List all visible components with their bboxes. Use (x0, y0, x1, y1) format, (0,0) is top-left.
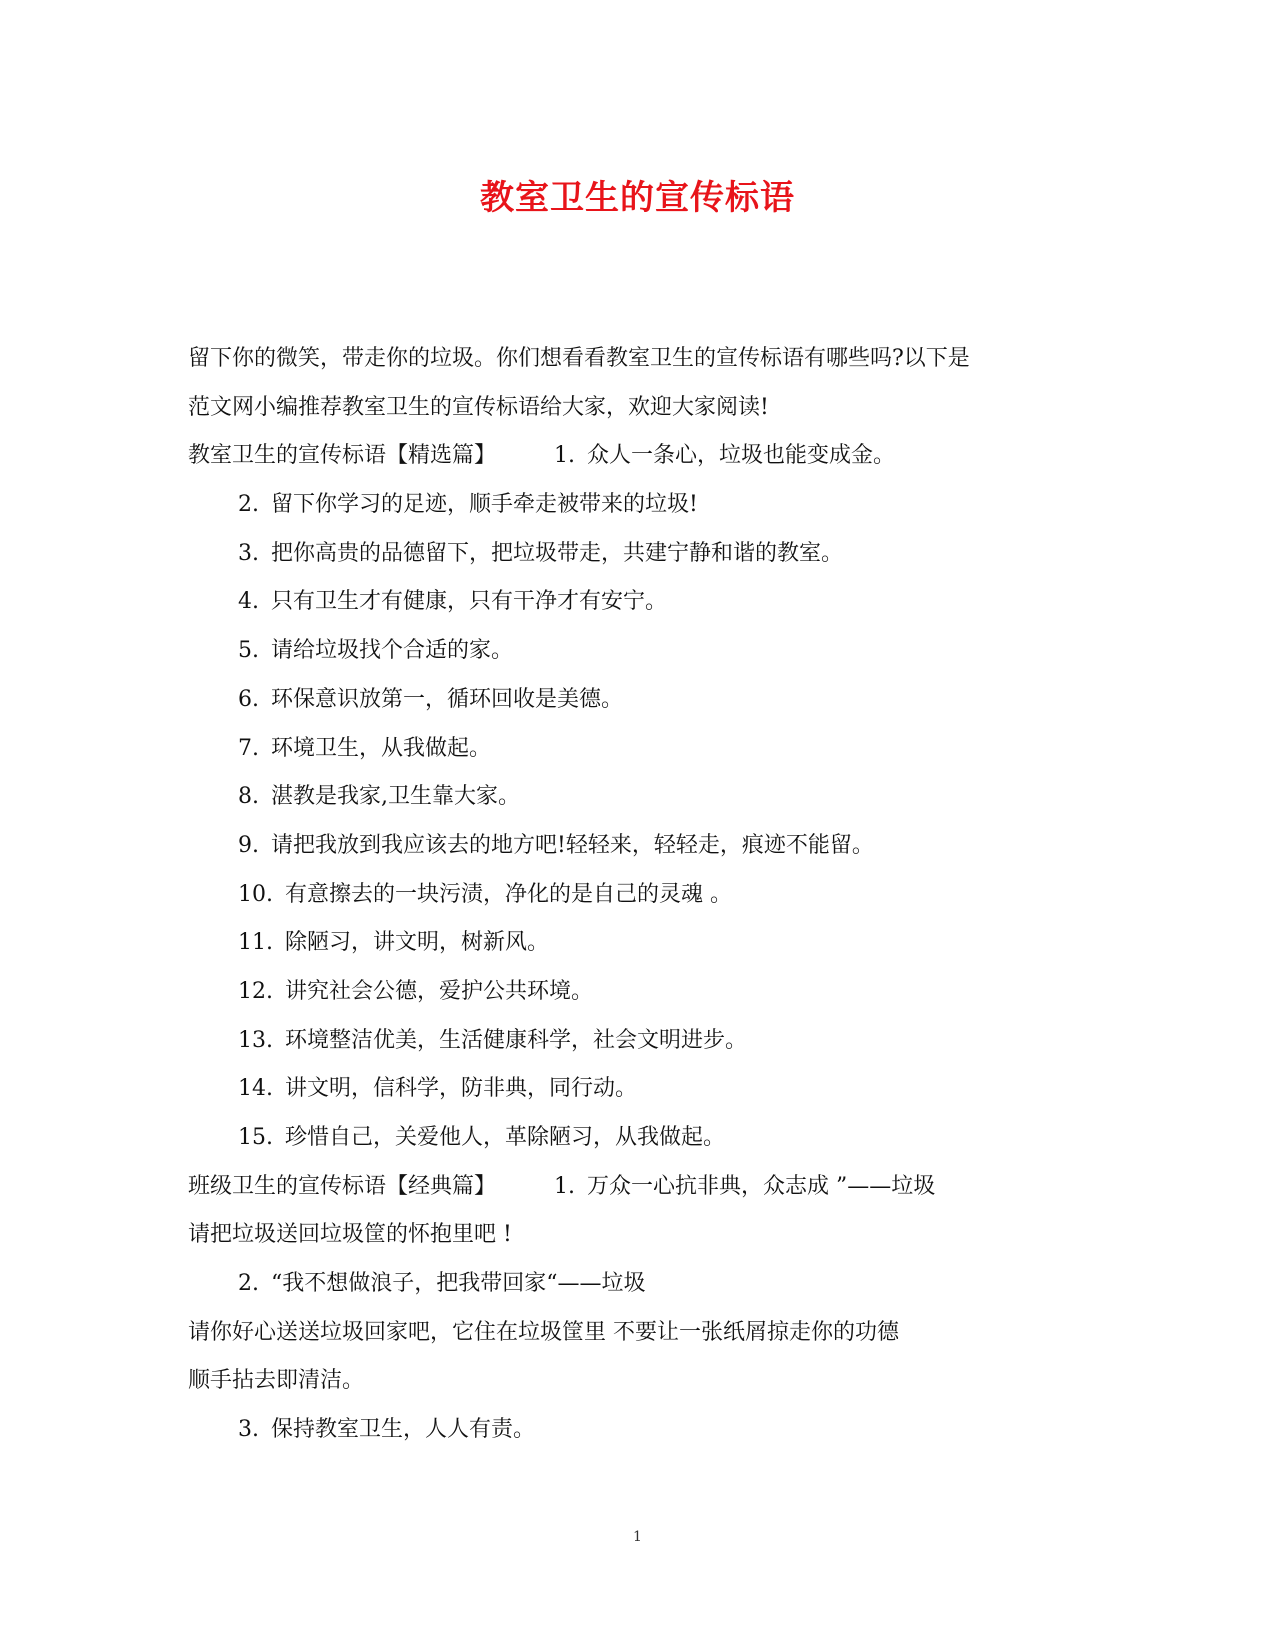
document-body (188, 335, 1088, 1455)
intro-line: 留下你的微笑，带走你的垃圾。你们想看看教室卫生的宣传标语有哪些吗?以下是 (188, 346, 970, 371)
list-item: 11. 除陋习，讲文明，树新风。 (238, 930, 550, 956)
body-line: 请把垃圾送回垃圾筐的怀抱里吧 ! (188, 1222, 512, 1248)
body-line: 请你好心送送垃圾回家吧，它住在垃圾筐里 不要让一张纸屑掠走你的功德 (188, 1319, 899, 1345)
document-title: 教室卫生的宣传标语 (480, 178, 795, 218)
section-heading-line (188, 1163, 1088, 1212)
list-item: 5. 请给垃圾找个合适的家。 (238, 638, 514, 664)
list-item: 15. 珍惜自己，关爱他人，革除陋习，从我做起。 (238, 1125, 726, 1150)
list-item: 6. 环保意识放第一，循环回收是美德。 (238, 686, 624, 712)
list-item-number: 1. (554, 443, 576, 469)
section-heading: 教室卫生的宣传标语【精选篇】 (188, 443, 497, 469)
list-item: 13. 环境整洁优美，生活健康科学，社会文明进步。 (238, 1027, 748, 1053)
list-item: 8. 湛教是我家,卫生靠大家。 (238, 784, 520, 810)
list-item: 3. 保持教室卫生，人人有责。 (238, 1417, 536, 1443)
intro-line: 范文网小编推荐教室卫生的宣传标语给大家，欢迎大家阅读! (188, 394, 769, 420)
list-item-text: 众人一条心，垃圾也能变成金。 (587, 443, 896, 469)
list-item: 3. 把你高贵的品德留下，把垃圾带走，共建宁静和谐的教室。 (238, 540, 844, 566)
list-item-number: 1. (554, 1173, 576, 1199)
list-item: 2. 留下你学习的足迹，顺手牵走被带来的垃圾! (238, 492, 698, 518)
section-heading: 班级卫生的宣传标语【经典篇】 (188, 1173, 497, 1199)
section-heading-line (188, 432, 1088, 481)
list-item: 4. 只有卫生才有健康，只有干净才有安宁。 (238, 589, 668, 615)
list-item: 7. 环境卫生，从我做起。 (238, 735, 492, 761)
list-item: 2. “我不想做浪子，把我带回家“——垃圾 (238, 1271, 646, 1297)
list-item-text: 万众一心抗非典，众志成 ”——垃圾 (587, 1173, 936, 1199)
list-item: 10. 有意擦去的一块污渍，净化的是自己的灵魂 。 (238, 881, 732, 907)
list-item: 9. 请把我放到我应该去的地方吧!轻轻来，轻轻走，痕迹不能留。 (238, 832, 874, 858)
page-number: 1 (633, 1529, 642, 1545)
list-item: 14. 讲文明，信科学，防非典，同行动。 (238, 1076, 638, 1102)
body-line: 顺手拈去即清洁。 (188, 1368, 365, 1394)
list-item: 12. 讲究社会公德，爱护公共环境。 (238, 978, 594, 1004)
